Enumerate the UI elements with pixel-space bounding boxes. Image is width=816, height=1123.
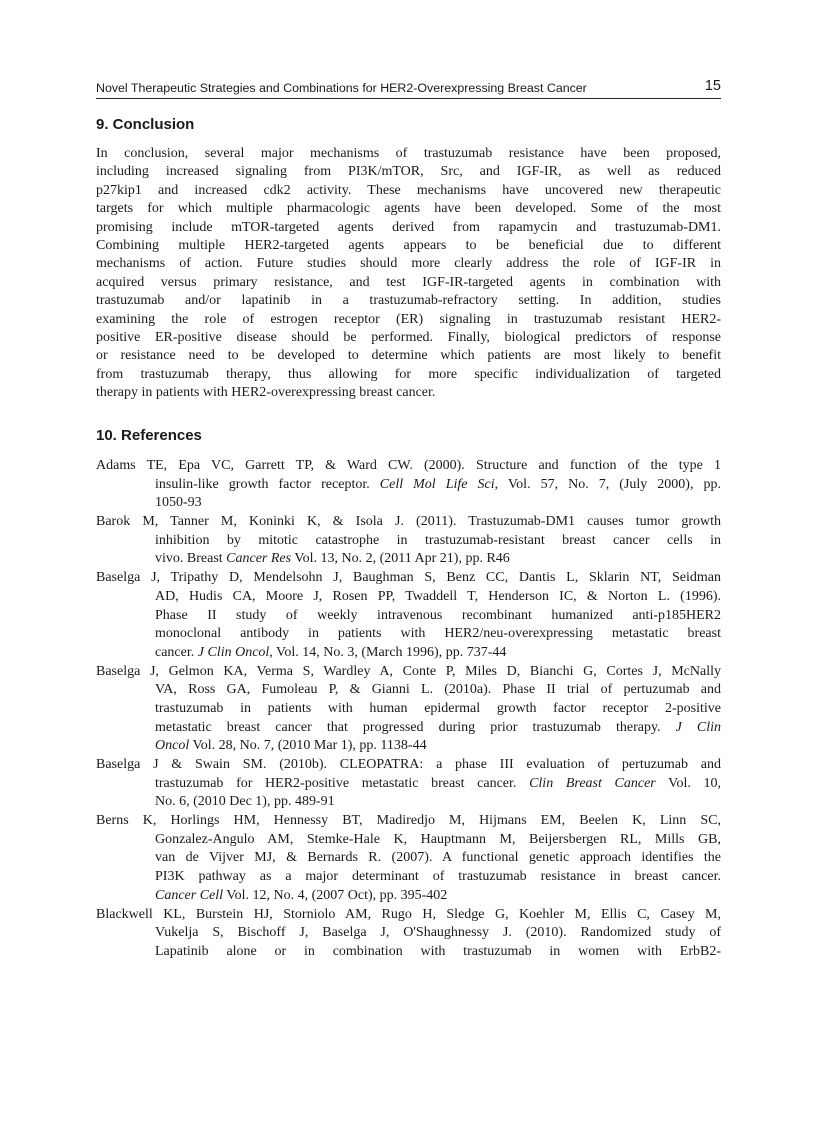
reference-entry	[96, 906, 721, 962]
running-header	[96, 78, 721, 99]
paragraph-line: targets for which multiple pharmacologic agents have been developed. Some of the most	[96, 201, 721, 217]
reference-line: Gonzalez-Angulo AM, Stemke-Hale K, Hauptmann M, Beijersbergen RL, Mills GB,	[155, 831, 721, 847]
reference-line: No. 6, (2010 Dec 1), pp. 489-91	[155, 794, 335, 810]
page-number: 15	[704, 78, 721, 94]
journal-name: J Clin	[675, 719, 721, 735]
reference-text: Vol. 10,	[655, 775, 721, 791]
conclusion-paragraph	[96, 145, 721, 402]
journal-name: Cell Mol Life Sci	[379, 476, 495, 492]
reference-line: Berns K, Horlings HM, Hennessy BT, Madiredjo M, Hijmans EM, Beelen K, Linn SC,	[96, 813, 721, 829]
reference-line: Baselga J, Gelmon KA, Verma S, Wardley A, Conte P, Miles D, Bianchi G, Cortes J, McNally	[96, 663, 721, 679]
paragraph-line: Combining multiple HER2-targeted agents appears to be beneficial due to different	[96, 237, 721, 253]
paragraph-line: examining the role of estrogen receptor (ER) signaling in trastuzumab resistant HER2-	[96, 311, 721, 327]
reference-list	[96, 457, 721, 962]
paragraph-line: In conclusion, several major mechanisms of trastuzumab resistance have been proposed,	[96, 146, 721, 161]
paragraph-line: acquired versus primary resistance, and test IGF-IR-targeted agents in combination with	[96, 274, 721, 290]
reference-line: 1050-93	[155, 495, 202, 511]
conclusion-heading: 9. Conclusion	[96, 116, 195, 133]
reference-line	[96, 775, 721, 794]
running-title: Novel Therapeutic Strategies and Combinations for HER2-Overexpressing Breast Cancer	[96, 81, 587, 95]
reference-text: metastatic breast cancer that progressed during prior trastuzumab therapy.	[155, 719, 676, 735]
reference-line: inhibition by mitotic catastrophe in trastuzumab-resistant breast cancer cells in	[155, 532, 721, 548]
reference-line: Phase II study of weekly intravenous recombinant humanized anti-p185HER2	[155, 607, 721, 623]
reference-text: Vol. 13, No. 2, (2011 Apr 21), pp. R46	[291, 551, 510, 567]
reference-text: vivo. Breast	[155, 551, 227, 567]
reference-line: monoclonal antibody in patients with HER2/neu-overexpressing metastatic breast	[155, 626, 721, 642]
reference-line: Lapatinib alone or in combination with trastuzumab in women with ErbB2-	[155, 943, 721, 959]
paragraph-line: including increased signaling from PI3K/mTOR, Src, and IGF-IR, as well as reduced	[96, 164, 721, 180]
reference-line: Vukelja S, Bischoff J, Baselga J, O'Shaughnessy J. (2010). Randomized study of	[155, 925, 721, 941]
reference-entry	[96, 756, 721, 812]
reference-entry	[96, 569, 721, 662]
journal-name: J Clin Oncol	[197, 644, 270, 660]
references-heading: 10. References	[96, 427, 202, 444]
reference-line: AD, Hudis CA, Moore J, Rosen PP, Twaddell T, Henderson IC, & Norton L. (1996).	[155, 588, 721, 604]
reference-line	[96, 550, 721, 569]
journal-name: Clin Breast Cancer	[529, 775, 656, 791]
reference-entry	[96, 513, 721, 569]
paragraph-line: mechanisms of action. Future studies should more clearly address the role of IGF-IR in	[96, 256, 721, 272]
reference-text: insulin-like growth factor receptor.	[155, 476, 380, 492]
reference-line	[96, 644, 721, 663]
reference-line	[96, 476, 721, 495]
reference-text: , Vol. 57, No. 7, (July 2000), pp.	[494, 476, 721, 492]
reference-entry	[96, 457, 721, 513]
journal-name: Oncol	[155, 738, 190, 754]
paragraph-line: promising include mTOR-targeted agents derived from rapamycin and trastuzumab-DM1.	[96, 219, 721, 235]
paragraph-line: p27kip1 and increased cdk2 activity. These mechanisms have uncovered new therapeutic	[96, 182, 721, 198]
paragraph-line: trastuzumab and/or lapatinib in a trastuzumab-refractory setting. In addition, studies	[96, 293, 721, 309]
reference-line: Barok M, Tanner M, Koninki K, & Isola J. (2011). Trastuzumab-DM1 causes tumor growth	[96, 514, 721, 530]
reference-line	[96, 737, 721, 756]
reference-text: trastuzumab for HER2-positive metastatic breast cancer.	[155, 775, 530, 791]
paragraph-line: from trastuzumab therapy, thus allowing for more specific individualization of targeted	[96, 366, 721, 382]
reference-line: Baselga J, Tripathy D, Mendelsohn J, Baughman S, Benz CC, Dantis L, Sklarin NT, Seidman	[96, 570, 721, 586]
reference-line: Adams TE, Epa VC, Garrett TP, & Ward CW. (2000). Structure and function of the type 1	[96, 458, 721, 473]
reference-entry	[96, 663, 721, 756]
reference-text: Vol. 28, No. 7, (2010 Mar 1), pp. 1138-44	[189, 738, 427, 754]
reference-line: Blackwell KL, Burstein HJ, Storniolo AM, Rugo H, Sledge G, Koehler M, Ellis C, Casey M,	[96, 906, 721, 922]
reference-text: cancer.	[155, 644, 198, 660]
journal-name: Cancer Res	[226, 551, 292, 567]
reference-line: VA, Ross GA, Fumoleau P, & Gianni L. (2010a). Phase II trial of pertuzumab and	[155, 682, 721, 698]
paragraph-line: therapy in patients with HER2-overexpressing breast cancer.	[96, 385, 436, 401]
reference-line	[96, 887, 721, 906]
reference-line: Baselga J & Swain SM. (2010b). CLEOPATRA: a phase III evaluation of pertuzumab and	[96, 757, 721, 772]
reference-text: Vol. 12, No. 4, (2007 Oct), pp. 395-402	[223, 887, 448, 903]
reference-text: , Vol. 14, No. 3, (March 1996), pp. 737-44	[269, 644, 507, 660]
reference-line: PI3K pathway as a major determinant of trastuzumab resistance in breast cancer.	[155, 869, 721, 885]
reference-entry	[96, 812, 721, 905]
reference-line	[96, 719, 721, 738]
journal-name: Cancer Cell	[155, 887, 224, 903]
reference-line: van de Vijver MJ, & Bernards R. (2007). A functional genetic approach identifies the	[155, 850, 721, 866]
paragraph-line: or resistance need to be developed to determine which patients are most likely to benefit	[96, 348, 721, 364]
reference-line: trastuzumab in patients with human epidermal growth factor receptor 2-positive	[155, 700, 721, 716]
paragraph-line: positive ER-positive disease should be performed. Finally, biological predictors of response	[96, 329, 721, 345]
